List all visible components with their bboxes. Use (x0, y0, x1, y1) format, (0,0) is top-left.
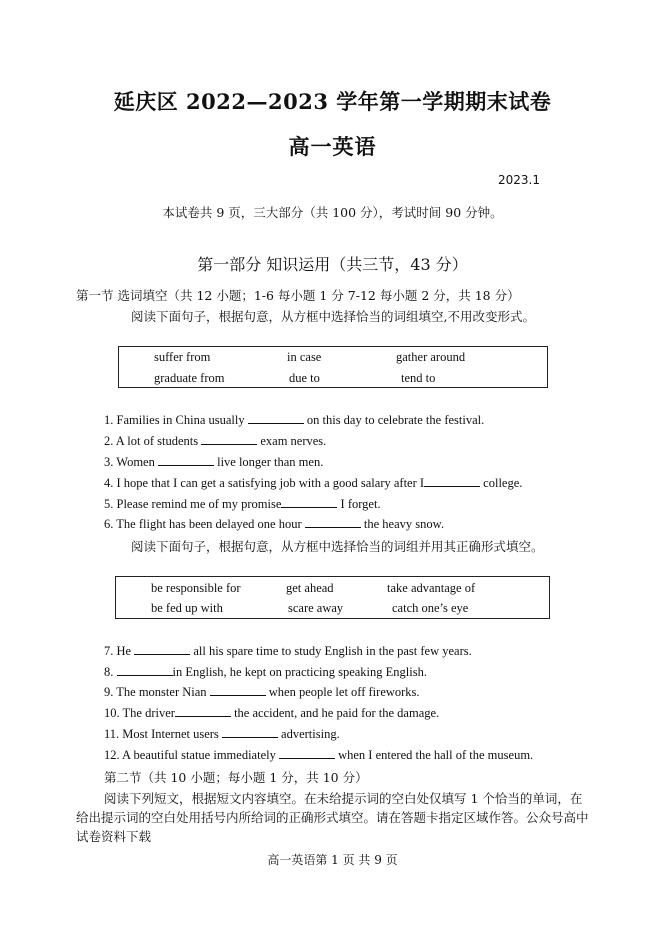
word-box-b (115, 576, 550, 619)
exam-date: 2023.1 (498, 173, 540, 187)
answer-blank[interactable] (201, 433, 257, 445)
part1-title: 第一部分 知识运用（共三节，43 分） (197, 255, 468, 274)
answer-blank[interactable] (248, 412, 304, 424)
answer-blank[interactable] (210, 684, 266, 696)
section1-instruction-a: 阅读下面句子，根据句意，从方框中选择恰当的词组填空,不用改变形式。 (131, 309, 535, 324)
word-option: catch one’s eye (392, 601, 469, 615)
word-option: in case (287, 350, 322, 364)
word-option: scare away (288, 601, 344, 615)
word-option: graduate from (154, 371, 225, 385)
question-6: 6. The flight has been delayed one hour the heavy snow. (104, 517, 444, 531)
question-8: 8. in English, he kept on practicing speaking English. (104, 665, 427, 679)
question-4: 4. I hope that I can get a satisfying job with a good salary after I college. (104, 476, 523, 490)
question-2: 2. A lot of students exam nerves. (104, 434, 327, 448)
answer-blank[interactable] (305, 516, 361, 528)
question-5: 5. Please remind me of my promise I forget. (104, 497, 381, 511)
exam-title: 延庆区 2022—2023 学年第一学期期末试卷 (113, 89, 552, 114)
word-option: tend to (401, 371, 436, 385)
answer-blank[interactable] (222, 726, 278, 738)
word-option: gather around (396, 350, 466, 364)
answer-blank[interactable] (424, 475, 480, 487)
exam-subject: 高一英语 (288, 134, 377, 159)
word-option: be responsible for (151, 581, 241, 595)
word-option: be fed up with (151, 601, 223, 615)
word-option: suffer from (154, 350, 211, 364)
answer-blank[interactable] (117, 664, 173, 676)
question-1: 1. Families in China usually on this day to celebrate the festival. (104, 413, 485, 427)
question-10: 10. The driver the accident, and he paid for the damage. (104, 706, 440, 720)
answer-blank[interactable] (281, 496, 337, 508)
answer-blank[interactable] (158, 454, 214, 466)
exam-note: 本试卷共 9 页，三大部分（共 100 分），考试时间 90 分钟。 (162, 205, 503, 220)
section2-heading: 第二节（共 10 小题；每小题 1 分，共 10 分） (104, 770, 368, 785)
section2-instruction: 阅读下列短文，根据短文内容填空。在未给提示词的空白处仅填写 1 个恰当的单词，在给出提示词的空白处用括号内所给词的正确形式填空。请在答题卡指定区域作答。公众号高中试卷资料下载 (76, 791, 589, 844)
answer-blank[interactable] (279, 747, 335, 759)
question-7: 7. He all his spare time to study English in the past few years. (104, 644, 472, 658)
question-3: 3. Women live longer than men. (104, 455, 324, 469)
section1-heading: 第一节 选词填空（共 12 小题；1-6 每小题 1 分 7-12 每小题 2 分，共 18 分） (76, 288, 520, 303)
word-option: get ahead (286, 581, 334, 595)
page-footer: 高一英语第 1 页 共 9 页 (267, 853, 398, 867)
word-box-a (118, 346, 548, 388)
section1-instruction-b: 阅读下面句子，根据句意，从方框中选择恰当的词组并用其正确形式填空。 (131, 539, 544, 554)
word-option: take advantage of (387, 581, 476, 595)
answer-blank[interactable] (175, 705, 231, 717)
word-option: due to (289, 371, 320, 385)
answer-blank[interactable] (134, 643, 190, 655)
question-11: 11. Most Internet users advertising. (104, 727, 340, 741)
question-12: 12. A beautiful statue immediately when I entered the hall of the museum. (104, 748, 534, 762)
question-9: 9. The monster Nian when people let off fireworks. (104, 685, 420, 699)
